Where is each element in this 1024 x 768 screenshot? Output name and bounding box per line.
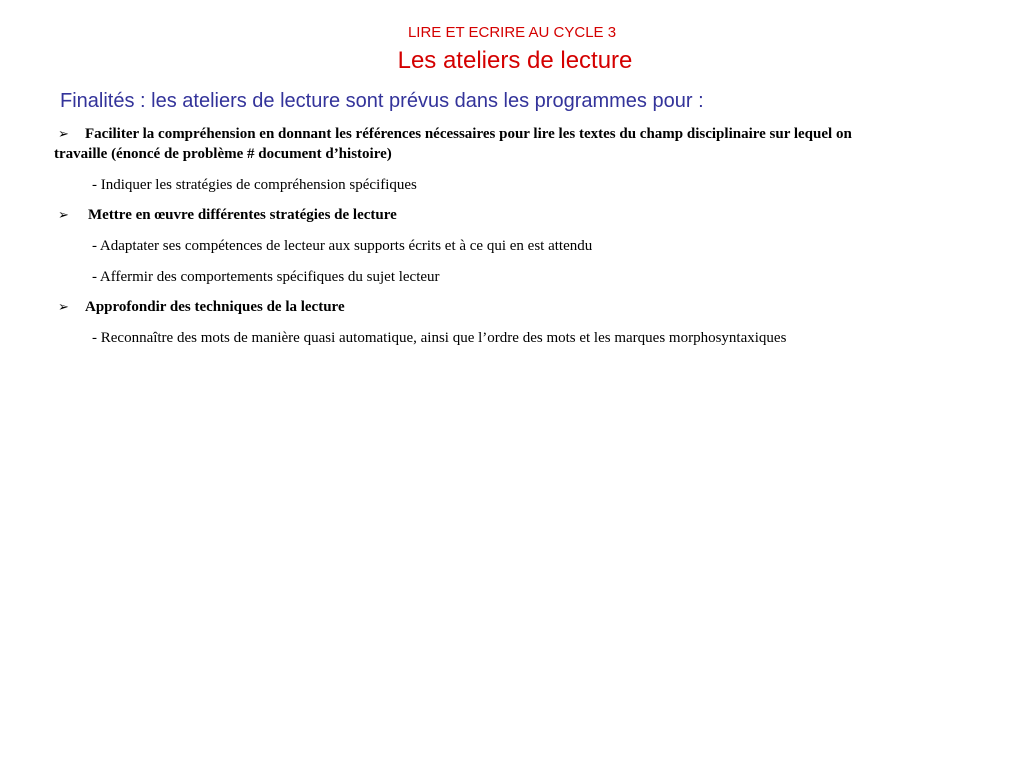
item-2-label: Mettre en œuvre différentes stratégies de lecture bbox=[88, 207, 397, 223]
item-3-label: Approfondir des techniques de la lecture bbox=[85, 299, 345, 315]
intro-heading: Finalités : les ateliers de lecture sont prévus dans les programmes pour : bbox=[60, 90, 704, 112]
item-1-sub-1: - Indiquer les stratégies de compréhension spécifiques bbox=[92, 177, 417, 193]
item-1-label-line1: Faciliter la compréhension en donnant les références nécessaires pour lire les textes du champ disciplinaire sur lequel on bbox=[85, 126, 852, 142]
item-2-sub-1: - Adaptater ses compétences de lecteur aux supports écrits et à ce qui en est attendu bbox=[92, 238, 593, 254]
arrow-bullet-icon: ➢ bbox=[58, 127, 69, 142]
arrow-bullet-icon: ➢ bbox=[58, 208, 69, 223]
item-1-label-line2: travaille (énoncé de problème # document d’histoire) bbox=[54, 146, 392, 162]
slide-title: Les ateliers de lecture bbox=[397, 47, 633, 74]
item-3-sub-1: - Reconnaître des mots de manière quasi automatique, ainsi que l’ordre des mots et les marques morphosyntaxiques bbox=[92, 330, 787, 346]
slide-supertitle: LIRE ET ECRIRE AU CYCLE 3 bbox=[407, 24, 617, 41]
arrow-bullet-icon: ➢ bbox=[58, 300, 69, 315]
item-2-sub-2: - Affermir des comportements spécifiques du sujet lecteur bbox=[92, 269, 440, 285]
